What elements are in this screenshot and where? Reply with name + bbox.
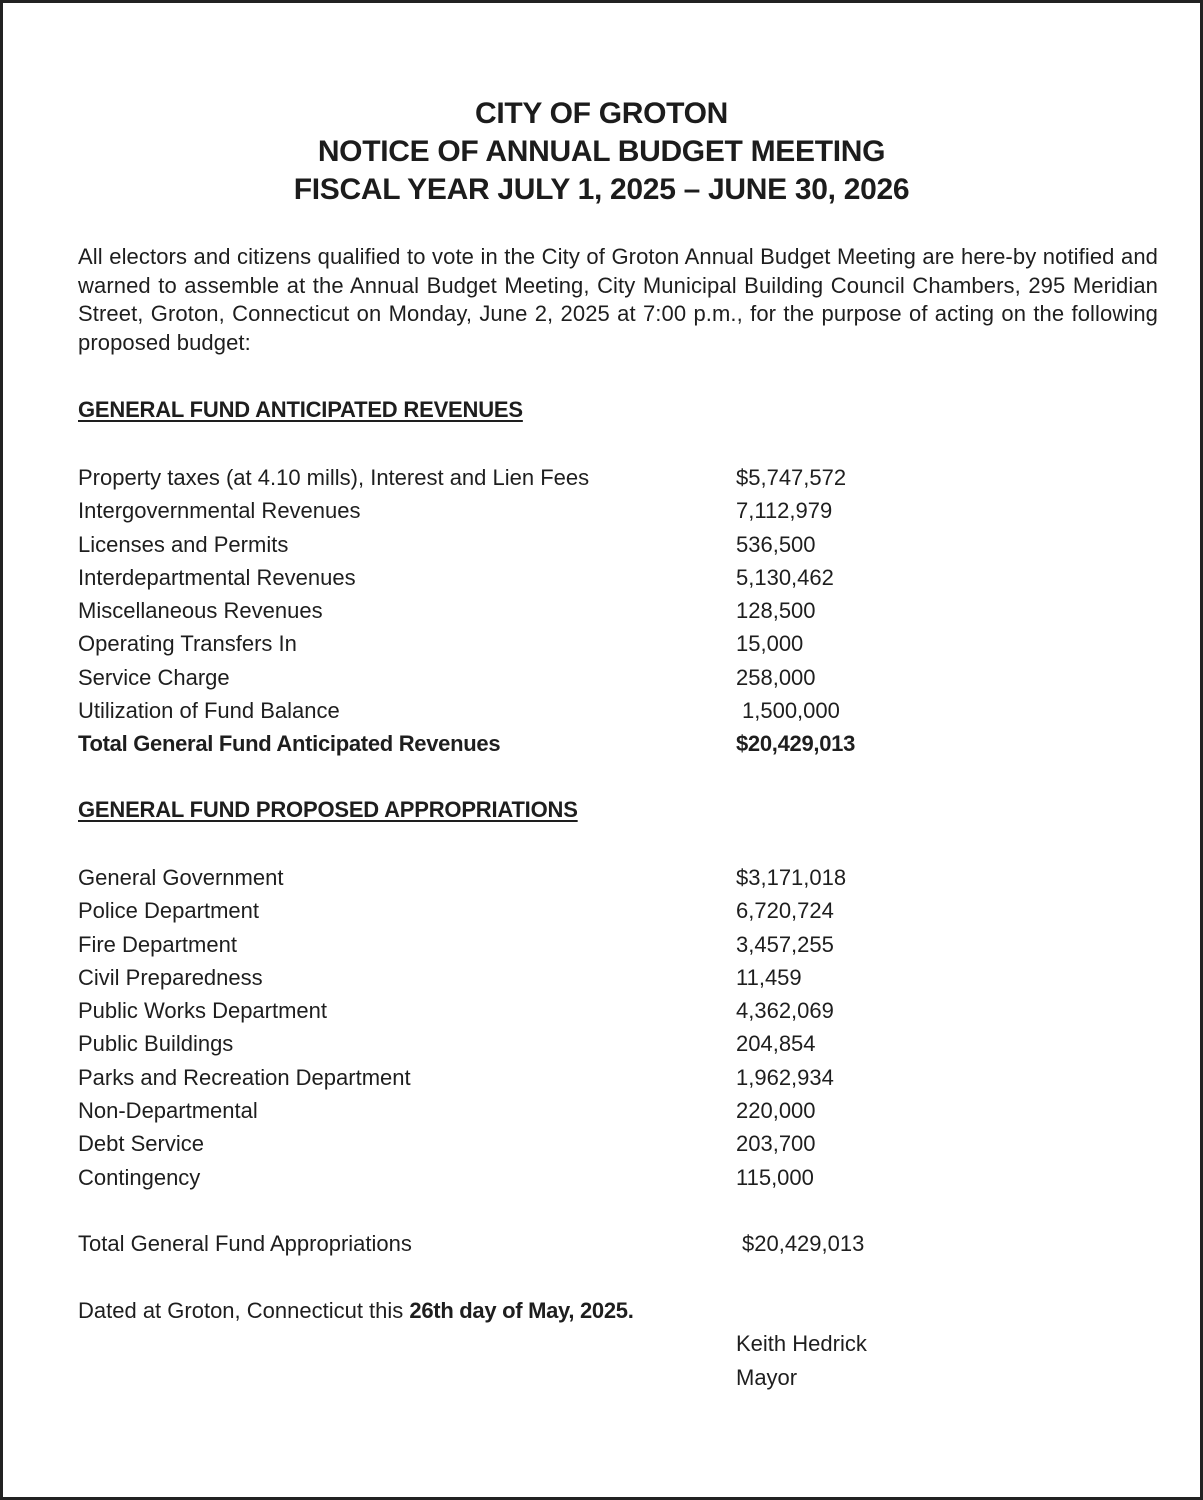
appropriation-amount: 1,962,934 bbox=[736, 1064, 834, 1090]
revenue-row bbox=[78, 627, 978, 660]
appropriation-label: Parks and Recreation Department bbox=[78, 1064, 411, 1090]
revenue-amount: 5,130,462 bbox=[736, 564, 834, 590]
revenue-amount: 15,000 bbox=[736, 631, 804, 657]
dated-prefix: Dated at Groton, Connecticut this bbox=[78, 1298, 404, 1323]
revenue-amount: 258,000 bbox=[736, 664, 816, 690]
dated-line bbox=[78, 1294, 634, 1327]
revenue-row bbox=[78, 494, 978, 527]
appropriation-amount: 3,457,255 bbox=[736, 931, 834, 957]
revenues-list bbox=[78, 461, 978, 761]
appropriation-amount: 115,000 bbox=[736, 1164, 814, 1190]
revenue-row bbox=[78, 528, 978, 561]
revenue-amount: 128,500 bbox=[736, 598, 816, 624]
revenue-row bbox=[78, 694, 978, 727]
appropriation-row bbox=[78, 928, 978, 961]
appropriation-amount: 204,854 bbox=[736, 1031, 816, 1057]
appropriation-total-label: Total General Fund Appropriations bbox=[78, 1231, 412, 1256]
appropriation-label: Civil Preparedness bbox=[78, 964, 263, 990]
appropriation-row bbox=[78, 994, 978, 1027]
appropriation-amount: 220,000 bbox=[736, 1098, 816, 1124]
revenue-label: Licenses and Permits bbox=[78, 531, 289, 557]
title-city: CITY OF GROTON bbox=[474, 97, 729, 130]
appropriation-row bbox=[78, 961, 978, 994]
revenue-row bbox=[78, 661, 978, 694]
revenue-label: Property taxes (at 4.10 mills), Interest and Lien Fees bbox=[78, 465, 590, 490]
appropriation-label: Debt Service bbox=[78, 1131, 204, 1157]
revenue-amount: 1,500,000 bbox=[742, 698, 840, 724]
revenue-label: Miscellaneous Revenues bbox=[78, 598, 323, 624]
appropriation-row bbox=[78, 1094, 978, 1127]
appropriation-total-amount: $20,429,013 bbox=[742, 1231, 865, 1256]
appropriation-amount: $3,171,018 bbox=[736, 865, 847, 890]
signer-name: Keith Hedrick bbox=[736, 1331, 867, 1356]
revenue-label: Service Charge bbox=[78, 664, 230, 690]
revenue-row bbox=[78, 461, 978, 494]
appropriation-amount: 4,362,069 bbox=[736, 998, 834, 1024]
intro-paragraph: All electors and citizens qualified to vote in the City of Groton Annual Budget Meeting are here-by notified and warned to assemble at the Annual Budget Meeting, City Municipal Building Council Chambers, 295 Meridian Street, Groton, Connecticut on Monday, June 2, 2025 at 7:00 p.m., for the purpose of acting on the following proposed budget: bbox=[78, 244, 1158, 355]
appropriations-list bbox=[78, 861, 978, 1194]
revenues-heading: GENERAL FUND ANTICIPATED REVENUES bbox=[78, 397, 523, 422]
appropriation-row bbox=[78, 861, 978, 894]
revenue-total-label: Total General Fund Anticipated Revenues bbox=[78, 731, 501, 757]
revenue-total-row bbox=[78, 727, 978, 760]
dated-date: 26th day of May, 2025. bbox=[409, 1298, 634, 1323]
appropriation-row bbox=[78, 1061, 978, 1094]
appropriation-amount: 203,700 bbox=[736, 1131, 816, 1157]
appropriation-label: Police Department bbox=[78, 898, 259, 924]
appropriation-row bbox=[78, 1027, 978, 1060]
appropriation-label: Public Buildings bbox=[78, 1031, 234, 1057]
appropriation-row bbox=[78, 1127, 978, 1160]
signer-title: Mayor bbox=[736, 1365, 798, 1390]
appropriation-row bbox=[78, 894, 978, 927]
revenue-label: Utilization of Fund Balance bbox=[78, 698, 340, 724]
revenue-total-amount: $20,429,013 bbox=[736, 731, 856, 757]
appropriations-total bbox=[78, 1227, 978, 1260]
appropriation-row bbox=[78, 1161, 978, 1194]
appropriation-label: General Government bbox=[78, 865, 284, 890]
title-fiscal-year: FISCAL YEAR JULY 1, 2025 – JUNE 30, 2026 bbox=[293, 173, 910, 206]
revenue-row bbox=[78, 561, 978, 594]
revenue-label: Operating Transfers In bbox=[78, 631, 297, 657]
appropriation-label: Public Works Department bbox=[78, 998, 328, 1024]
revenue-amount: 7,112,979 bbox=[736, 498, 833, 524]
revenue-amount: $5,747,572 bbox=[736, 465, 847, 490]
revenue-amount: 536,500 bbox=[736, 531, 816, 557]
appropriation-label: Fire Department bbox=[78, 931, 237, 957]
notice-title bbox=[3, 95, 1200, 209]
title-notice: NOTICE OF ANNUAL BUDGET MEETING bbox=[317, 135, 886, 168]
revenue-label: Intergovernmental Revenues bbox=[78, 498, 361, 524]
appropriation-amount: 6,720,724 bbox=[736, 898, 834, 924]
appropriations-heading: GENERAL FUND PROPOSED APPROPRIATIONS bbox=[78, 797, 578, 822]
appropriation-total-row bbox=[78, 1227, 978, 1260]
appropriation-label: Non-Departmental bbox=[78, 1098, 258, 1124]
revenue-row bbox=[78, 594, 978, 627]
appropriation-amount: 11,459 bbox=[736, 964, 802, 990]
appropriation-label: Contingency bbox=[78, 1164, 201, 1190]
revenue-label: Interdepartmental Revenues bbox=[78, 564, 356, 590]
